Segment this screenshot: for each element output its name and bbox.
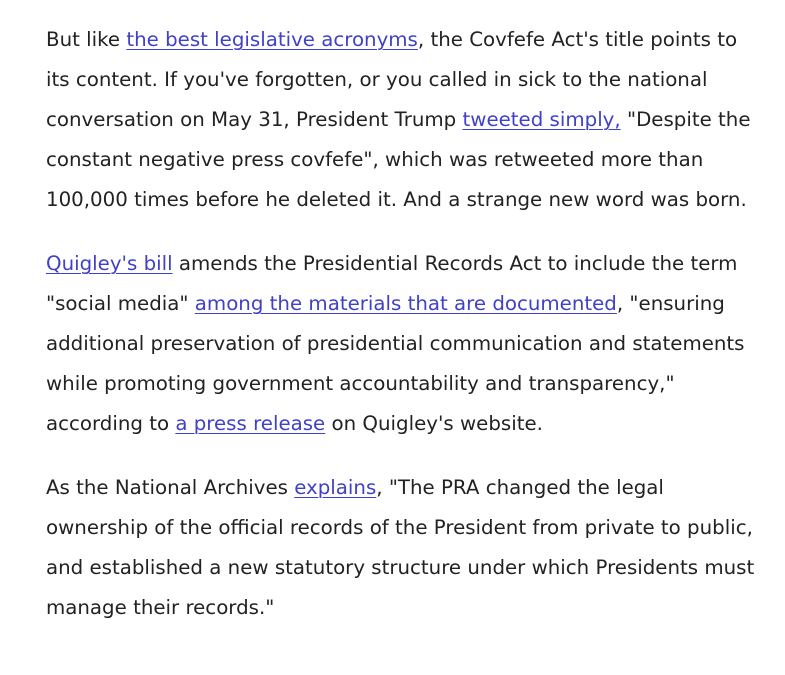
- link-materials-documented[interactable]: among the materials that are documented: [194, 292, 617, 315]
- link-tweeted-simply[interactable]: tweeted simply,: [462, 108, 621, 131]
- link-explains[interactable]: explains: [294, 476, 377, 499]
- paragraph-quigleys-bill: [46, 244, 766, 444]
- paragraph-text: , "ensuring additional preservation of presidential communication and statements while promoting government accountability and transparency," according to: [46, 292, 745, 435]
- paragraph-text: As the National Archives: [46, 476, 295, 499]
- paragraph-text: "Despite the constant negative press covfefe", which was retweeted more than 100,000 times before he deleted it. And a strange new word was born.: [46, 108, 751, 211]
- paragraph-national-archives: [46, 468, 766, 628]
- paragraph-text: But like: [46, 28, 127, 51]
- link-best-legislative-acronyms[interactable]: the best legislative acronyms: [126, 28, 418, 51]
- paragraph-text: , the Covfefe Act's title points to its content. If you've forgotten, or you called in sick to the national conversation on May 31, President Trump: [46, 28, 738, 131]
- paragraph-text: , "The PRA changed the legal ownership of the official records of the President from private to public, and established a new statutory structure under which Presidents must manage their records.": [46, 476, 755, 619]
- paragraph-text: amends the Presidential Records Act to include the term "social media": [46, 252, 738, 315]
- link-press-release[interactable]: a press release: [175, 412, 326, 435]
- paragraph-covfefe-act: [46, 20, 766, 220]
- link-quigleys-bill[interactable]: Quigley's bill: [46, 252, 173, 275]
- paragraph-text: on Quigley's website.: [325, 412, 543, 435]
- article-body: [46, 20, 766, 652]
